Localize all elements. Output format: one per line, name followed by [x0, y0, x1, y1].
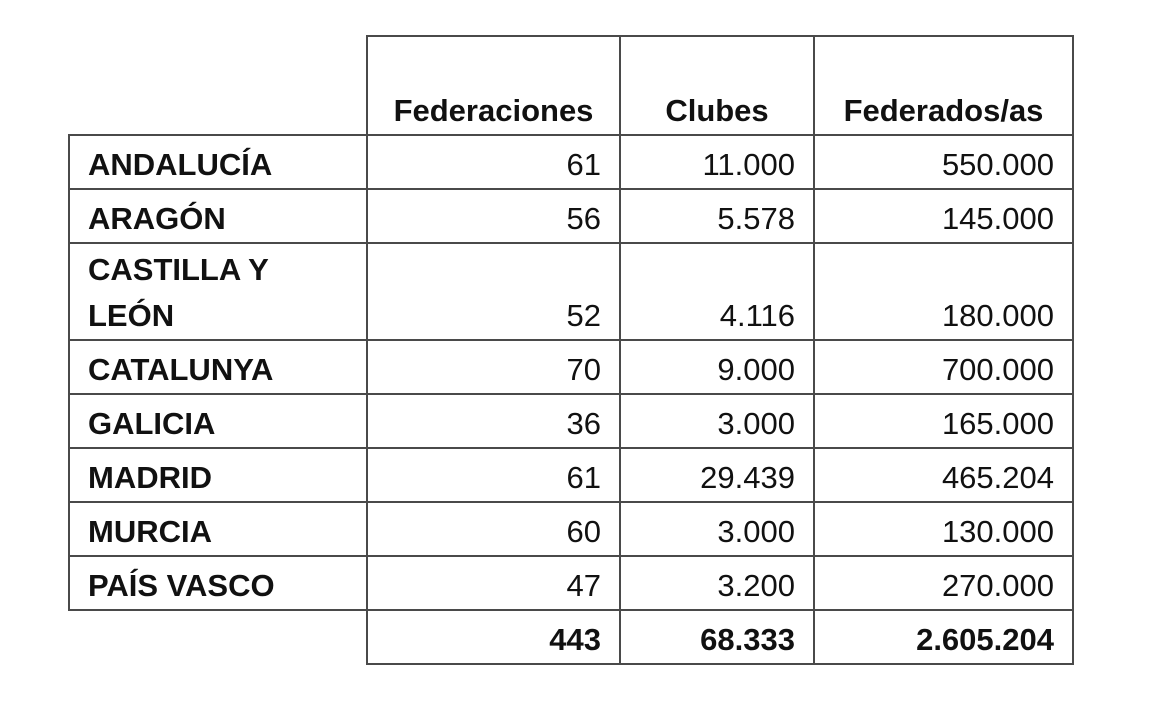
- clubes-cell: 3.000: [620, 394, 814, 448]
- totals-corner-cell: [69, 610, 367, 664]
- total-federados: 2.605.204: [814, 610, 1073, 664]
- table-row: [69, 502, 1073, 556]
- clubes-cell: 3.200: [620, 556, 814, 610]
- federados-cell: 270.000: [814, 556, 1073, 610]
- region-name: CATALUNYA: [69, 340, 367, 394]
- federaciones-cell: 52: [367, 243, 620, 340]
- federados-cell: 465.204: [814, 448, 1073, 502]
- region-name: ANDALUCÍA: [69, 135, 367, 189]
- header-clubes: Clubes: [620, 36, 814, 135]
- federations-table: [68, 35, 1074, 665]
- table-row: [69, 189, 1073, 243]
- header-federaciones: Federaciones: [367, 36, 620, 135]
- table-row: [69, 394, 1073, 448]
- federaciones-cell: 36: [367, 394, 620, 448]
- total-clubes: 68.333: [620, 610, 814, 664]
- federaciones-cell: 60: [367, 502, 620, 556]
- federaciones-cell: 56: [367, 189, 620, 243]
- clubes-cell: 4.116: [620, 243, 814, 340]
- table-row: [69, 340, 1073, 394]
- table-row: [69, 448, 1073, 502]
- region-name: PAÍS VASCO: [69, 556, 367, 610]
- header-corner-cell: [69, 36, 367, 135]
- region-name: CASTILLA Y LEÓN: [69, 243, 367, 340]
- federaciones-cell: 47: [367, 556, 620, 610]
- clubes-cell: 9.000: [620, 340, 814, 394]
- region-name: MADRID: [69, 448, 367, 502]
- header-row: [69, 36, 1073, 135]
- clubes-cell: 29.439: [620, 448, 814, 502]
- clubes-cell: 3.000: [620, 502, 814, 556]
- header-federados: Federados/as: [814, 36, 1073, 135]
- federaciones-cell: 70: [367, 340, 620, 394]
- federados-cell: 180.000: [814, 243, 1073, 340]
- total-federaciones: 443: [367, 610, 620, 664]
- federados-cell: 700.000: [814, 340, 1073, 394]
- federados-cell: 130.000: [814, 502, 1073, 556]
- federados-cell: 145.000: [814, 189, 1073, 243]
- federaciones-cell: 61: [367, 448, 620, 502]
- table-row: [69, 556, 1073, 610]
- table-row: [69, 243, 1073, 340]
- region-name: MURCIA: [69, 502, 367, 556]
- federados-cell: 165.000: [814, 394, 1073, 448]
- clubes-cell: 11.000: [620, 135, 814, 189]
- federados-cell: 550.000: [814, 135, 1073, 189]
- clubes-cell: 5.578: [620, 189, 814, 243]
- totals-row: [69, 610, 1073, 664]
- table-row: [69, 135, 1073, 189]
- federaciones-cell: 61: [367, 135, 620, 189]
- region-name: ARAGÓN: [69, 189, 367, 243]
- region-name: GALICIA: [69, 394, 367, 448]
